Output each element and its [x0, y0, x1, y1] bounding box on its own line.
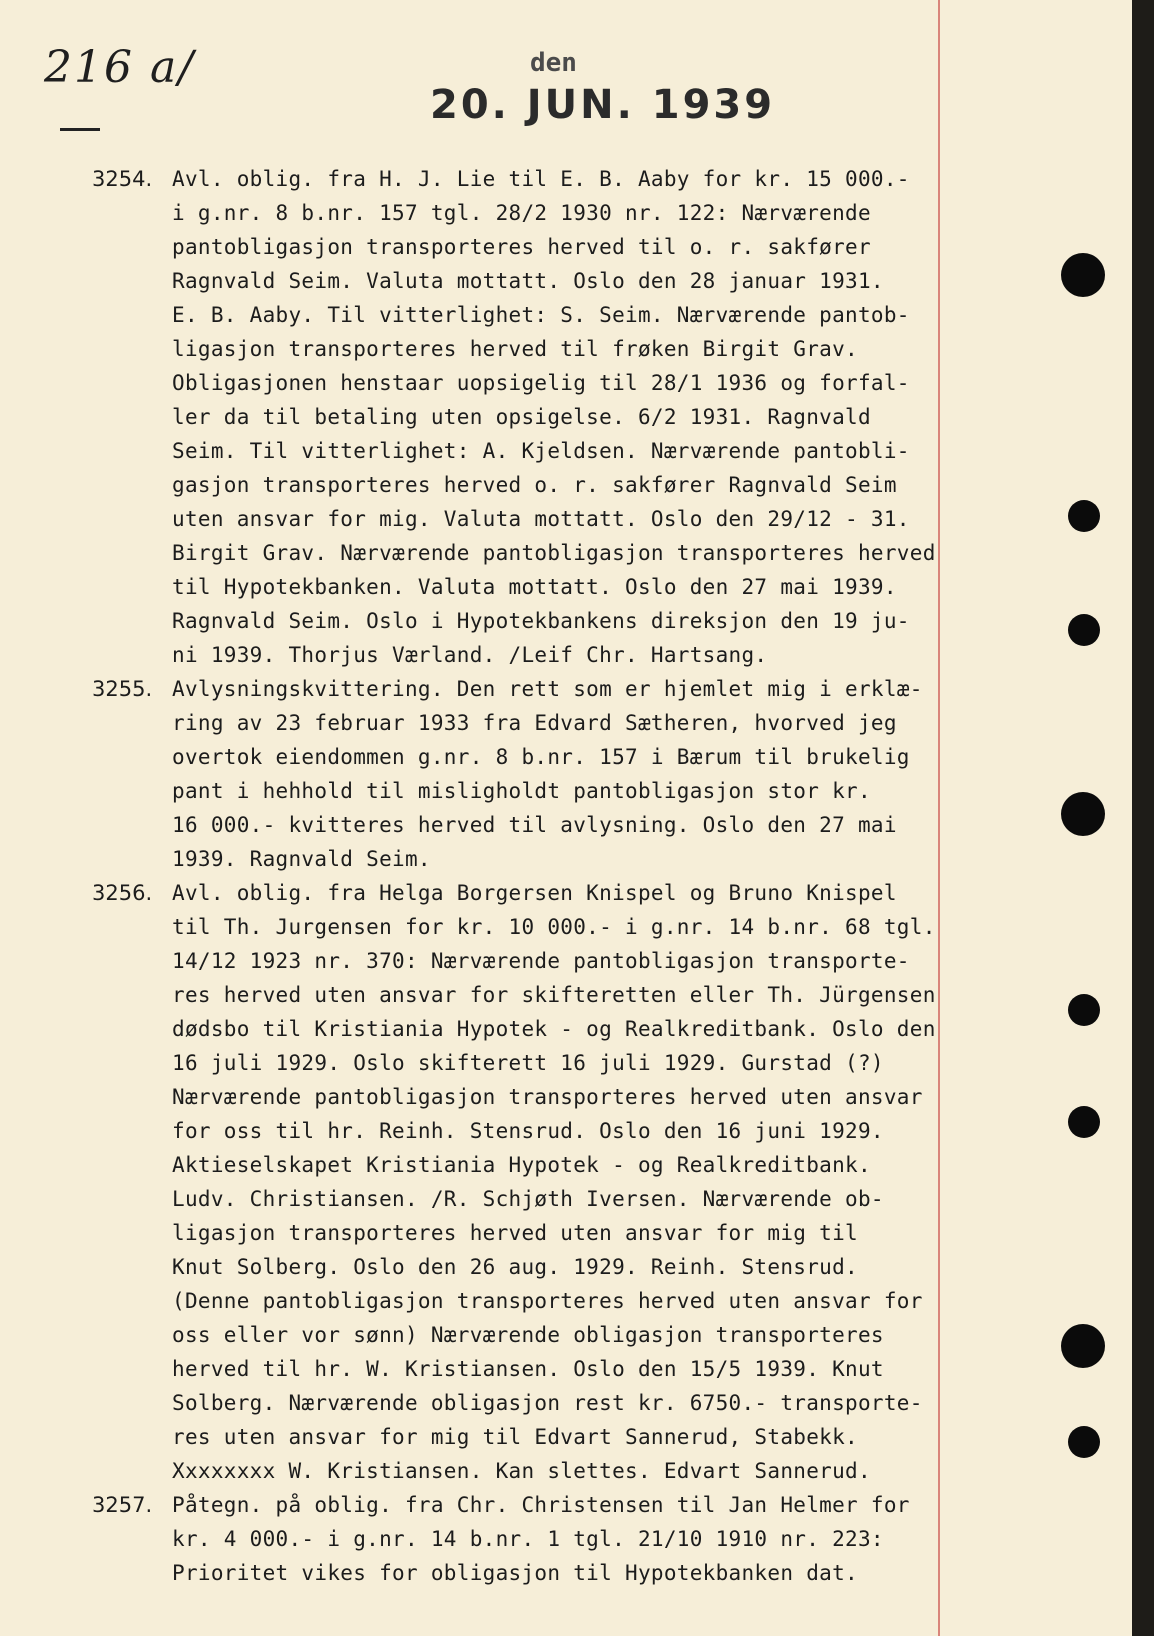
text-line: res herved uten ansvar for skifteretten eller Th. Jürgensen — [172, 983, 936, 1007]
text-line: 16 000.- kvitteres herved til avlysning. Oslo den 27 mai — [172, 813, 897, 837]
date-stamp: 20. JUN. 1939 — [430, 82, 776, 128]
text-line: Birgit Grav. Nærværende pantobligasjon transporteres herved — [172, 541, 936, 565]
entry-text — [172, 1488, 992, 1590]
text-line: overtok eiendommen g.nr. 8 b.nr. 157 i Bærum til brukelig — [172, 745, 910, 769]
entry-text — [172, 876, 992, 1488]
text-line: Knut Solberg. Oslo den 26 aug. 1929. Reinh. Stensrud. — [172, 1255, 858, 1279]
entry-text — [172, 672, 992, 876]
folio-underline — [60, 128, 100, 131]
text-line: Prioritet vikes for obligasjon til Hypotekbanken dat. — [172, 1561, 858, 1585]
folio-number: 216 a/ — [44, 42, 196, 93]
text-line: ligasjon transporteres herved til frøken Birgit Grav. — [172, 337, 858, 361]
punch-hole — [1068, 994, 1100, 1026]
punch-hole — [1068, 1106, 1100, 1138]
entry-text — [172, 162, 992, 672]
text-line: Avl. oblig. fra Helga Borgersen Knispel og Bruno Knispel — [172, 881, 897, 905]
entry-number: 3256. — [92, 881, 153, 905]
text-line: Xxxxxxxx W. Kristiansen. Kan slettes. Edvart Sannerud. — [172, 1459, 871, 1483]
text-line: Ludv. Christiansen. /R. Schjøth Iversen. Nærværende ob- — [172, 1187, 884, 1211]
text-line: til Th. Jurgensen for kr. 10 000.- i g.nr. 14 b.nr. 68 tgl. — [172, 915, 936, 939]
text-line: oss eller vor sønn) Nærværende obligasjon transporteres — [172, 1323, 884, 1347]
text-line: uten ansvar for mig. Valuta mottatt. Oslo den 29/12 - 31. — [172, 507, 910, 531]
text-line: Påtegn. på oblig. fra Chr. Christensen til Jan Helmer for — [172, 1493, 910, 1517]
text-line: Avlysningskvittering. Den rett som er hjemlet mig i erklæ- — [172, 677, 923, 701]
text-line: 1939. Ragnvald Seim. — [172, 847, 431, 871]
entry-number: 3254. — [92, 167, 153, 191]
entry-number: 3255. — [92, 677, 153, 701]
text-line: res uten ansvar for mig til Edvart Sannerud, Stabekk. — [172, 1425, 858, 1449]
text-line: Seim. Til vitterlighet: A. Kjeldsen. Nærværende pantobli- — [172, 439, 910, 463]
text-line: for oss til hr. Reinh. Stensrud. Oslo den 16 juni 1929. — [172, 1119, 884, 1143]
text-line: ler da til betaling uten opsigelse. 6/2 1931. Ragnvald — [172, 405, 871, 429]
punch-hole — [1068, 1426, 1100, 1458]
text-line: 14/12 1923 nr. 370: Nærværende pantobligasjon transporte- — [172, 949, 910, 973]
text-line: 16 juli 1929. Oslo skifterett 16 juli 1929. Gurstad (?) — [172, 1051, 884, 1075]
entry — [92, 1488, 992, 1590]
text-line: Solberg. Nærværende obligasjon rest kr. 6750.- transporte- — [172, 1391, 923, 1415]
entry-number: 3257. — [92, 1493, 153, 1517]
text-line: Nærværende pantobligasjon transporteres herved uten ansvar — [172, 1085, 923, 1109]
entry — [92, 876, 992, 1488]
entry — [92, 162, 992, 672]
punch-hole — [1068, 500, 1100, 532]
punch-hole — [1061, 1324, 1105, 1368]
text-line: dødsbo til Kristiania Hypotek - og Realkreditbank. Oslo den — [172, 1017, 936, 1041]
punch-hole — [1061, 792, 1105, 836]
text-line: ligasjon transporteres herved uten ansvar for mig til — [172, 1221, 858, 1245]
entry — [92, 672, 992, 876]
text-line: gasjon transporteres herved o. r. sakfører Ragnvald Seim — [172, 473, 897, 497]
text-line: ring av 23 februar 1933 fra Edvard Sætheren, hvorved jeg — [172, 711, 897, 735]
text-line: pantobligasjon transporteres herved til o. r. sakfører — [172, 235, 871, 259]
text-line: til Hypotekbanken. Valuta mottatt. Oslo den 27 mai 1939. — [172, 575, 897, 599]
text-line: E. B. Aaby. Til vitterlighet: S. Seim. Nærværende pantob- — [172, 303, 910, 327]
text-line: ni 1939. Thorjus Værland. /Leif Chr. Hartsang. — [172, 643, 768, 667]
text-line: Aktieselskapet Kristiania Hypotek - og Realkreditbank. — [172, 1153, 871, 1177]
entries-list — [92, 162, 992, 1590]
text-line: Obligasjonen henstaar uopsigelig til 28/1 1936 og forfal- — [172, 371, 910, 395]
text-line: herved til hr. W. Kristiansen. Oslo den 15/5 1939. Knut — [172, 1357, 884, 1381]
text-line: (Denne pantobligasjon transporteres herved uten ansvar for — [172, 1289, 923, 1313]
punch-hole — [1061, 253, 1105, 297]
stamp-den: den — [530, 48, 577, 78]
punch-hole — [1068, 614, 1100, 646]
text-line: i g.nr. 8 b.nr. 157 tgl. 28/2 1930 nr. 122: Nærværende — [172, 201, 871, 225]
text-line: Ragnvald Seim. Oslo i Hypotekbankens direksjon den 19 ju- — [172, 609, 910, 633]
text-line: Ragnvald Seim. Valuta mottatt. Oslo den 28 januar 1931. — [172, 269, 884, 293]
text-line: pant i hehhold til misligholdt pantobligasjon stor kr. — [172, 779, 871, 803]
text-line: Avl. oblig. fra H. J. Lie til E. B. Aaby for kr. 15 000.- — [172, 167, 910, 191]
text-line: kr. 4 000.- i g.nr. 14 b.nr. 1 tgl. 21/10 1910 nr. 223: — [172, 1527, 884, 1551]
